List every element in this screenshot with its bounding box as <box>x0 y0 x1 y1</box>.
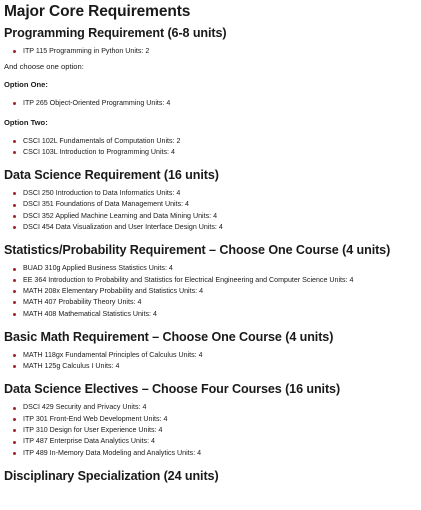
programming-list <box>4 46 420 57</box>
bullet-icon <box>13 290 16 293</box>
bullet-icon <box>13 140 16 143</box>
course-item: MATH 208x Elementary Probability and Statistics Units: 4 <box>13 286 420 297</box>
course-item: ITP 301 Front-End Web Development Units: 4 <box>13 414 420 425</box>
course-item: DSCI 352 Applied Machine Learning and Data Mining Units: 4 <box>13 211 420 222</box>
data-science-heading: Data Science Requirement (16 units) <box>4 168 219 183</box>
basic-math-list <box>4 350 420 373</box>
bullet-icon <box>13 268 16 271</box>
bullet-icon <box>13 441 16 444</box>
course-item: ITP 310 Design for User Experience Units: 4 <box>13 425 420 436</box>
option-two-label: Option Two: <box>4 117 48 127</box>
course-item: MATH 408 Mathematical Statistics Units: 4 <box>13 309 420 320</box>
course-item: EE 364 Introduction to Probability and Statistics for Electrical Engineering and Computer Science Units: 4 <box>13 275 420 286</box>
course-item: ITP 489 In-Memory Data Modeling and Analytics Units: 4 <box>13 448 420 459</box>
course-item: BUAD 310g Applied Business Statistics Units: 4 <box>13 263 420 274</box>
specialization-heading: Disciplinary Specialization (24 units) <box>4 468 219 483</box>
bullet-icon <box>13 418 16 421</box>
course-item: ITP 487 Enterprise Data Analytics Units: 4 <box>13 436 420 447</box>
course-item: MATH 125g Calculus I Units: 4 <box>13 361 420 372</box>
course-item: DSCI 429 Security and Privacy Units: 4 <box>13 402 420 413</box>
electives-heading: Data Science Electives – Choose Four Courses (16 units) <box>4 382 341 397</box>
option-two-list <box>4 136 420 159</box>
bullet-icon <box>13 452 16 455</box>
course-item: DSCI 351 Foundations of Data Management Units: 4 <box>13 199 420 210</box>
bullet-icon <box>13 279 16 282</box>
course-item: CSCI 102L Fundamentals of Computation Units: 2 <box>13 136 420 147</box>
bullet-icon <box>13 407 16 410</box>
statistics-heading: Statistics/Probability Requirement – Choose One Course (4 units) <box>4 243 391 258</box>
page-title: Major Core Requirements <box>4 3 191 20</box>
bullet-icon <box>13 50 16 53</box>
course-item: DSCI 454 Data Visualization and User Interface Design Units: 4 <box>13 222 420 233</box>
data-science-list <box>4 188 420 233</box>
bullet-icon <box>13 204 16 207</box>
bullet-icon <box>13 365 16 368</box>
choose-option-text: And choose one option: <box>4 62 84 72</box>
bullet-icon <box>13 354 16 357</box>
requirements-page <box>4 0 420 484</box>
bullet-icon <box>13 102 16 105</box>
statistics-list <box>4 263 420 319</box>
option-one-list <box>4 98 420 109</box>
course-item: MATH 407 Probability Theory Units: 4 <box>13 297 420 308</box>
course-item: DSCI 250 Introduction to Data Informatics Units: 4 <box>13 188 420 199</box>
basic-math-heading: Basic Math Requirement – Choose One Course (4 units) <box>4 329 334 344</box>
bullet-icon <box>13 215 16 218</box>
bullet-icon <box>13 151 16 154</box>
course-item: MATH 118gx Fundamental Principles of Calculus Units: 4 <box>13 350 420 361</box>
bullet-icon <box>13 226 16 229</box>
course-item: ITP 115 Programming in Python Units: 2 <box>13 46 420 57</box>
bullet-icon <box>13 429 16 432</box>
bullet-icon <box>13 192 16 195</box>
option-one-label: Option One: <box>4 80 48 90</box>
course-item: ITP 265 Object-Oriented Programming Units: 4 <box>13 98 420 109</box>
course-item: CSCI 103L Introduction to Programming Units: 4 <box>13 147 420 158</box>
electives-list <box>4 402 420 458</box>
bullet-icon <box>13 301 16 304</box>
bullet-icon <box>13 313 16 316</box>
programming-heading: Programming Requirement (6-8 units) <box>4 26 227 40</box>
